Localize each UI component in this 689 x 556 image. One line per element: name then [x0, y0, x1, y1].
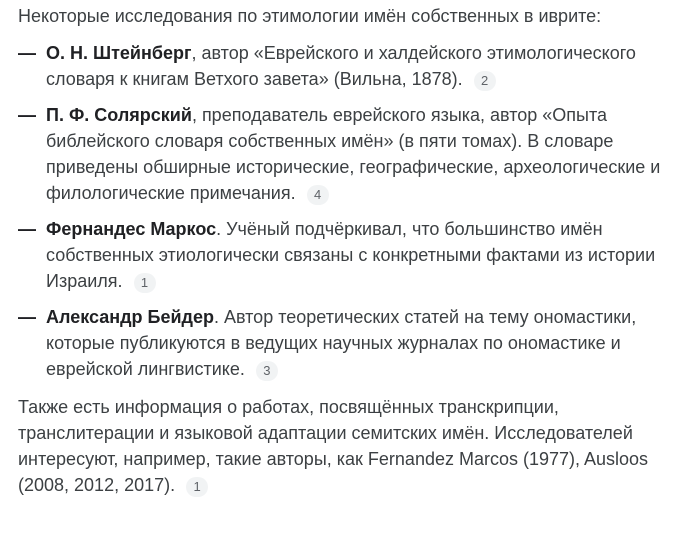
- author-name: Фернандес Маркос: [46, 219, 217, 239]
- author-name: Александр Бейдер: [46, 307, 214, 327]
- list-dash: —: [18, 307, 36, 327]
- list-item-text: [34, 40, 689, 92]
- list-item-text: [34, 102, 689, 206]
- list-item: [18, 304, 689, 382]
- item-description: , преподаватель еврейского языка, автор «Опыта библейского словаря собственных имён» (в пяти томах). В словаре приведены обширные исторические, географические, археологические и филологические примечания.: [46, 105, 661, 203]
- citation-badge[interactable]: 4: [307, 185, 329, 205]
- outro-text: Также есть информация о работах, посвящённых транскрипции, транслитерации и языковой адаптации семитских имён. Исследователей интересуют, например, такие авторы, как Fernandez Marcos (1977), Ausloos (2008, 2012, 2017).: [18, 397, 649, 495]
- list-dash: —: [18, 43, 36, 63]
- list-item: [18, 102, 689, 206]
- list-item: [18, 40, 689, 92]
- research-list: [18, 40, 689, 382]
- item-description: , автор «Еврейского и халдейского этимологического словаря к книгам Ветхого завета» (Вильна, 1878).: [46, 43, 636, 89]
- citation-badge[interactable]: 3: [256, 361, 278, 381]
- list-dash: —: [18, 105, 36, 125]
- item-description: . Учёный подчёркивал, что большинство имён собственных этиологически связаны с конкретными фактами из истории Израиля.: [46, 219, 656, 291]
- author-name: П. Ф. Солярский: [46, 105, 192, 125]
- list-item-text: [34, 216, 689, 294]
- citation-badge[interactable]: 1: [186, 477, 208, 497]
- intro-text: Некоторые исследования по этимологии имён собственных в иврите:: [18, 6, 602, 26]
- author-name: О. Н. Штейнберг: [46, 43, 192, 63]
- citation-badge[interactable]: 2: [474, 71, 496, 91]
- list-item-text: [34, 304, 689, 382]
- list-item: [18, 216, 689, 294]
- outro-paragraph: [18, 394, 689, 498]
- item-description: . Автор теоретических статей на тему ономастики, которые публикуются в ведущих научных журналах по ономастике и еврейской лингвистике.: [46, 307, 637, 379]
- citation-badge[interactable]: 1: [134, 273, 156, 293]
- list-dash: —: [18, 219, 36, 239]
